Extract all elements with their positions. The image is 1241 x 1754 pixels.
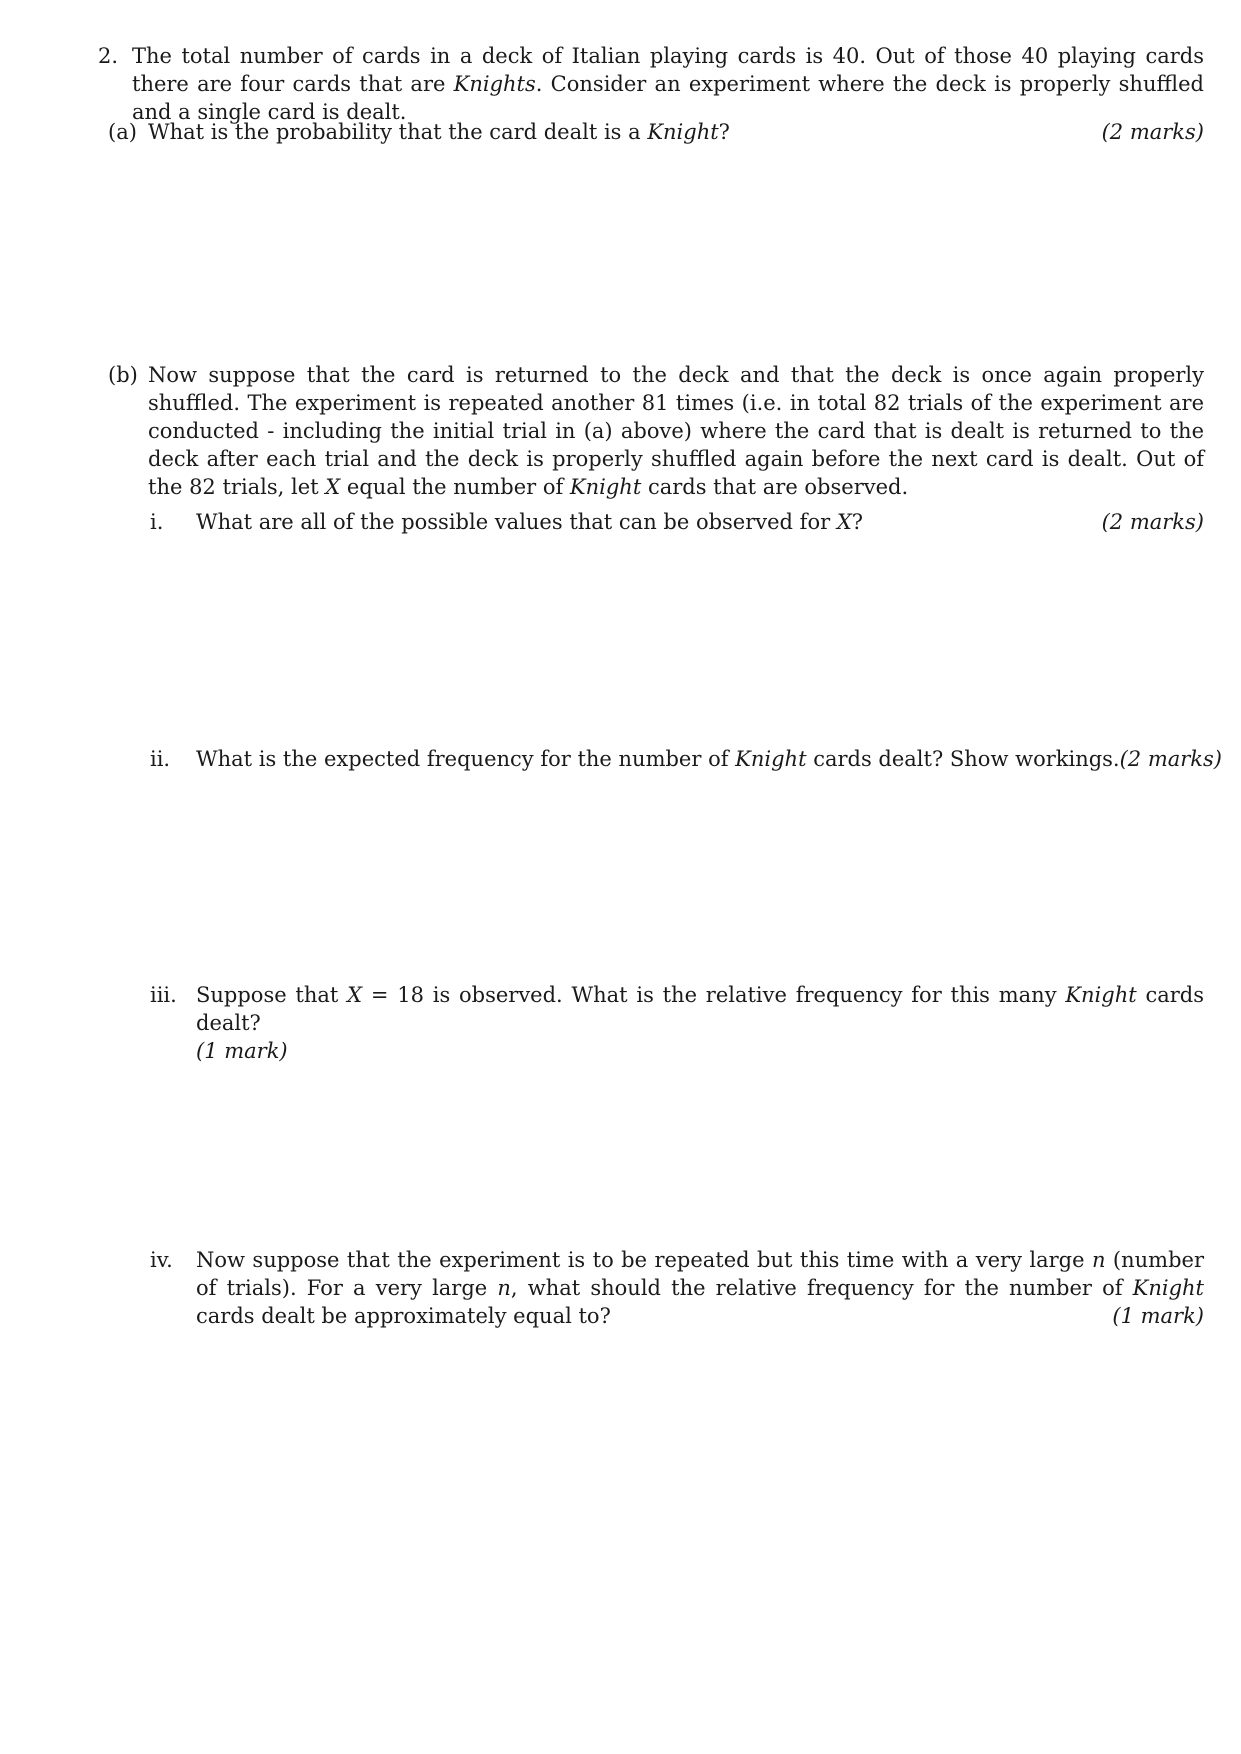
sub-iv-var-n-2: n bbox=[497, 1276, 511, 1300]
sub-iii-knight-term: Knight bbox=[1065, 983, 1137, 1007]
sub-question-iv bbox=[150, 1246, 1204, 1330]
part-a-question bbox=[108, 118, 730, 146]
sub-i-var-x: X bbox=[836, 510, 852, 534]
part-b-text-3: cards that are observed. bbox=[641, 475, 909, 499]
sub-i-line bbox=[150, 508, 1204, 536]
sub-iii-text bbox=[196, 981, 1204, 1065]
sub-i-label: i. bbox=[150, 510, 164, 534]
sub-iv-text-4: cards dealt be approximately equal to? bbox=[196, 1304, 611, 1328]
sub-iv-text-3: , what should the relative frequency for the number of bbox=[510, 1276, 1133, 1300]
sub-question-iii bbox=[150, 981, 1204, 1065]
part-b-label: (b) bbox=[108, 363, 138, 387]
sub-ii-line bbox=[150, 745, 1223, 773]
sub-iv-var-n: n bbox=[1091, 1248, 1106, 1272]
sub-iii-var-x: X bbox=[347, 983, 363, 1007]
sub-iv-knight-term: Knight bbox=[1132, 1276, 1204, 1300]
sub-ii-knight-term: Knight bbox=[735, 747, 807, 771]
sub-iv-marks: (1 mark) bbox=[1112, 1304, 1204, 1328]
part-a-knight-term: Knight bbox=[647, 120, 719, 144]
part-a-marks: (2 marks) bbox=[1101, 120, 1204, 144]
sub-i-end: ? bbox=[851, 510, 864, 534]
intro-knights-term: Knights bbox=[453, 72, 536, 96]
sub-ii-marks: (2 marks) bbox=[1119, 747, 1223, 771]
sub-iv-text-1: Now suppose that the experiment is to be repeated but this time with a very large bbox=[196, 1248, 1092, 1272]
part-a-end: ? bbox=[718, 120, 730, 144]
part-b-text-1: Now suppose that the card is returned to the deck and that the deck is once again properly shuffled. The experiment is repeated another 81 times (i.e. in total 82 trials of the experiment are conducted - including the initial trial in (a) above) where the card that is dealt is returned to the deck after each trial and the deck is properly shuffled again before the next card is dealt. Out of the 82 trials, let bbox=[148, 363, 1204, 499]
sub-iii-marks: (1 mark) bbox=[196, 1039, 288, 1063]
intro-text-part-1: The total number of cards in a deck of Italian playing cards is 40. Out of those 40 playing cards there are four cards that are bbox=[132, 44, 1204, 96]
part-b-knight-term: Knight bbox=[569, 475, 642, 499]
sub-iv-text-2: (number of trials). For a very large bbox=[196, 1248, 1204, 1300]
question-intro bbox=[98, 42, 1204, 126]
part-b-text bbox=[148, 361, 1204, 501]
sub-ii-text-1: What is the expected frequency for the number of bbox=[196, 747, 736, 771]
question-number: 2. bbox=[98, 44, 119, 68]
part-b bbox=[108, 361, 1204, 501]
intro-text-part-2: . Consider an experiment where the deck is properly shuffled and a single card is dealt. bbox=[132, 72, 1204, 124]
sub-question-ii bbox=[150, 745, 1223, 773]
question-intro-text bbox=[132, 42, 1204, 126]
sub-iii-label: iii. bbox=[150, 983, 177, 1007]
sub-iii-text-eq: = 18 is observed. What is the relative frequency for this many bbox=[362, 983, 1066, 1007]
part-a-line bbox=[108, 118, 1204, 146]
sub-i-question bbox=[150, 508, 863, 536]
sub-iv-label: iv. bbox=[150, 1248, 173, 1272]
sub-iv-text bbox=[196, 1246, 1204, 1330]
part-a-text: What is the probability that the card dealt is a bbox=[148, 120, 648, 144]
part-b-var-x: X bbox=[325, 475, 341, 499]
part-b-text-2: equal the number of bbox=[340, 475, 570, 499]
sub-ii-label: ii. bbox=[150, 747, 171, 771]
sub-i-text: What are all of the possible values that can be observed for bbox=[196, 510, 837, 534]
sub-ii-question bbox=[150, 745, 1120, 773]
part-a bbox=[108, 118, 1204, 146]
sub-iii-text-2: cards dealt? bbox=[196, 983, 1205, 1035]
sub-question-i bbox=[150, 508, 1204, 536]
sub-ii-text-2: cards dealt? Show workings. bbox=[806, 747, 1120, 771]
sub-i-marks: (2 marks) bbox=[1101, 510, 1204, 534]
sub-iii-text-1: Suppose that bbox=[196, 983, 348, 1007]
part-a-label: (a) bbox=[108, 120, 137, 144]
